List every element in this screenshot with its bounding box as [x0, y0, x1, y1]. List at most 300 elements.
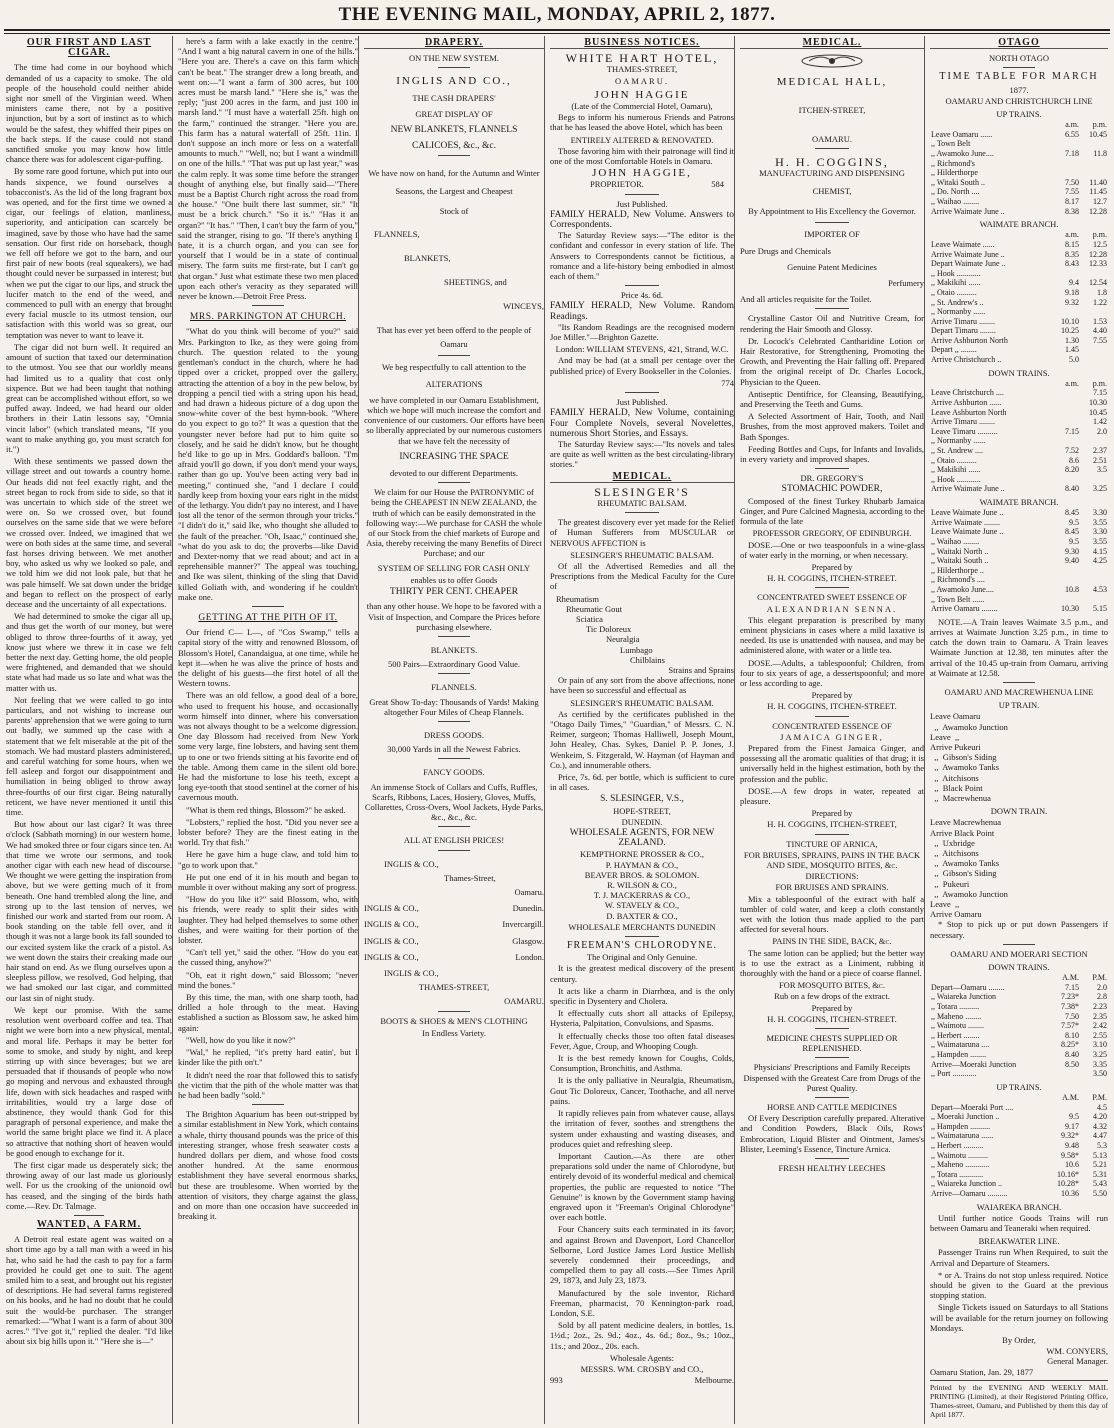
station-name: ,, Macrewhenua	[930, 792, 991, 803]
paragraph: The same lotion can be applied; but the better way is to use the extract as a Liniment, rubbing it thoroughly with the hand or a piece of coarse flannel.	[740, 947, 924, 979]
station-name: ,, Waiareka Junction ..	[931, 1179, 1002, 1189]
timetable-header-cell: A.M.	[1062, 973, 1079, 983]
departure-time: 4.47	[1093, 1131, 1107, 1141]
station-list	[930, 711, 1108, 803]
ad-line: Melbourne.	[694, 1375, 734, 1386]
timetable-row	[930, 250, 1108, 260]
paragraph: "Oh, eat it right down," said Blossom; "never mind the bones."	[178, 969, 358, 990]
departure-time: 7.57*	[1061, 1021, 1079, 1031]
departure-time: 2.37	[1093, 446, 1107, 456]
section-label: WAIMATE BRANCH.	[979, 219, 1059, 230]
station-name: ,, Gibson's Siding	[930, 868, 997, 879]
ad-line: SLESINGER'S RHEUMATIC BALSAM.	[570, 697, 714, 708]
station-name: ,, Waimotu ..........	[931, 1150, 988, 1160]
ad-line: FOR MOSQUITO BITES, &c.	[778, 980, 886, 991]
timetable-header	[930, 120, 1108, 130]
station-name: ,, Normanby ......	[931, 436, 986, 446]
departure-time	[1052, 307, 1080, 317]
ad-line: By Appointment to His Excellency the Governor.	[748, 206, 916, 217]
ad-line: Prepared by	[811, 690, 853, 701]
divider	[438, 850, 470, 851]
station-name: ,, Makikihi ......	[931, 465, 981, 475]
departure-time: 8.40	[1065, 484, 1079, 494]
ad-line: DIRECTIONS:	[805, 871, 859, 882]
departure-time: 2.35	[1093, 1011, 1107, 1021]
ad-line: WINCEYS,	[503, 301, 544, 312]
ailment: Strains and Sprains	[668, 664, 734, 675]
station-name: Leave ,,	[930, 731, 960, 742]
ad-number: 774	[721, 377, 734, 388]
ad-line: WHOLESALE AGENTS, FOR NEW ZEALAND.	[569, 828, 715, 849]
departure-time: 10.16*	[1057, 1169, 1079, 1179]
departure-time	[1052, 168, 1080, 178]
timetable-row	[930, 1050, 1108, 1060]
ad-line: FLANNELS,	[374, 228, 420, 239]
ad-line: H. H. COGGINS, ITCHEN-STREET.	[767, 1013, 897, 1024]
divider	[815, 1028, 848, 1029]
departure-time	[1080, 566, 1108, 576]
divider	[438, 758, 470, 759]
departure-time: 8.6	[1069, 455, 1079, 465]
paragraph: Crystalline Castor Oil and Nutritive Cream, for rendering the Hair Smooth and Glossy.	[740, 313, 924, 334]
departure-time	[1052, 417, 1080, 427]
paragraph: Dr. Locock's Celebrated Cantharidine Lotion or Hair Restorative, for Strengthening, Promoting the Growth, and Preventing the Hair falling off. Prepared from the original receipt of Dr. Charles Locock, Physician to the Queen.	[740, 335, 924, 387]
departure-time: 2.23	[1093, 1002, 1107, 1012]
paragraph: "How do you like it?" said Blossom, who, with his friends, were ready to split their sides with laughter. They had helped themselves to some other dishes, and were waiting for their portion of the lobster.	[178, 894, 358, 946]
timetable-row	[930, 178, 1108, 188]
paragraph: * or A. Trains do not stop unless required. Notice should be given to the Guard at the previous stopping station.	[930, 1269, 1108, 1301]
divider	[815, 1057, 848, 1058]
ad-title: MEDICAL HALL,	[776, 76, 888, 89]
departure-time: 3.25	[1093, 484, 1107, 494]
paragraph: "What do you think will become of you?" said Mrs. Parkington to Ike, as they were going from church. The question related to the young gentleman's conduct in the church, where he had tipped over a cricket, propped over the gallery, attracting the attention of a boy in the pew below, by dropping a pencil tied with a string upon his head, and had drawn a hideous picture of a dog upon the snow-white cover of the best hymn-book. "Where do you expect to go to?" It was a question that the youngster never before had put to him quite so closely, and he said he didn't know, but he thought he'd like to go up in Mrs. Goddard's balloon. "I'm afraid you'll go down, if you don't mend your ways, rather than go up. You've been acting very bad in meeting," continued she, "and I declare I could hardly keep from boxing your ears right in the midst of the lethargy. You didn't pay no interest, and I have lost all the tenor of the sermon through your tricks." "I didn't do it," said Ike, who thought she alluded to the fault of the preacher. "Oh, Isaac," continued she, "what do you ask to do; the proverbs—like David and Dexter-nomy that we read about; and act in a reprehensible manner?" The appeal was touching, and Ike was silent, thinking of the sling that David killed Goliath with, and wondering if he couldn't make one.	[178, 326, 358, 602]
departure-time: 7.23*	[1061, 992, 1079, 1002]
ad-line: INGLIS & CO.,	[384, 858, 439, 869]
departure-time: 2.42	[1093, 1021, 1107, 1031]
timetable-waimate	[930, 230, 1108, 259]
ad-line: OAMARU.	[615, 75, 669, 86]
timetable-row	[930, 288, 1108, 298]
section-heading: OTAGO	[930, 38, 1108, 49]
masthead-rule	[4, 29, 1110, 34]
ad-row	[364, 919, 544, 929]
ad-line: CALICOES, &c., &c.	[412, 141, 496, 152]
section-heading: MEDICAL.	[550, 472, 734, 483]
station-name: ,, Totara ..........	[931, 1002, 980, 1012]
ad-line: Pure Drugs and Chemicals	[740, 245, 831, 256]
ad-line: We claim for our House the PATRONYMIC of being the CHEAPEST IN NEW ZEALAND, the truth of which can be easily demonstrated in the following way:—We purchase for CASH the whole of our Stock from the chief markets of Europe and Asia, thereby receiving the many Benefits of Direct Purchase; and our	[366, 487, 542, 559]
divider	[815, 834, 848, 835]
departure-time	[1080, 269, 1108, 279]
departure-time: 4.15	[1093, 546, 1107, 556]
station-name: Arrive Timaru ........	[931, 417, 995, 427]
ad-title: FAMILY HERALD, New Volume, containing Four Complete Novels, several Novelettes, numerous Short Stories, and Essays.	[550, 408, 734, 439]
divider	[1003, 682, 1035, 683]
station-name: Arrive—Oamaru ..........	[931, 1188, 1008, 1198]
ad-line: Prepared by	[811, 1002, 853, 1013]
ad-line: THIRTY PER CENT. CHEAPER	[389, 587, 519, 598]
departure-time	[1052, 139, 1080, 149]
ad-line: TINCTURE OF ARNICA,	[786, 838, 878, 849]
departure-time: 10.6	[1065, 1160, 1079, 1170]
paragraph: It is the only palliative in Neuralgia, Rheumatism, Gout Tic Doloreux, Cancer, Toothache, and all nerve pains.	[550, 1075, 734, 1106]
station-name: ,, Hilderthorpe ..	[931, 565, 984, 575]
departure-time: 5.3	[1097, 1140, 1107, 1150]
timetable-row	[930, 575, 1108, 585]
station-name: Leave Timaru ..........	[931, 426, 998, 436]
ad-line: H. H. COGGINS, ITCHEN-STREET.	[767, 573, 897, 584]
ad-line: H. H. COGGINS, ITCHEN-STREET.	[767, 701, 897, 712]
paragraph: Not feeling that we were called to go into particulars, and not wishing to increase our parents' apprehension that we were going to turn out badly, we summed up the case with a statement that we felt miserable at the pit of the stomach. We had mustard plasters administered, and careful watching for some hours, when we fell asleep and forgot our disappointment and humiliation in being obliged to throw away three-fourths of our first cigar. Being naturally reticent, we have never mentioned it until this time.	[6, 694, 172, 818]
paragraph: Feeding Bottles and Cups, for Infants and Invalids, in every variety and improved shapes.	[740, 443, 924, 465]
timetable-row	[930, 197, 1108, 207]
departure-time: 2.8	[1097, 992, 1107, 1002]
timetable-header-cell: a.m.	[1065, 230, 1079, 240]
section-label: DOWN TRAIN.	[990, 806, 1048, 817]
ad-line: FLANNELS.	[431, 682, 477, 693]
paragraph: "Wal," he replied, "it's pretty hard eatin', but I kinder like the pith on't."	[178, 1047, 358, 1068]
timetable-row	[930, 298, 1108, 308]
station-name: ,, Hook ............	[931, 268, 981, 278]
ad-title: FREEMAN'S CHLORODYNE.	[566, 940, 718, 952]
column-4	[550, 36, 735, 1424]
timetable-row	[930, 465, 1108, 475]
agent: R. WILSON & CO.,	[607, 880, 677, 891]
timetable-header-cell	[930, 120, 1052, 130]
agent: T. J. MACKERRAS & CO.,	[593, 890, 691, 901]
departure-time	[1052, 566, 1080, 576]
timetable-row	[930, 1160, 1108, 1170]
ailment: Tic Doloreux	[586, 624, 632, 635]
departure-time: 11.8	[1093, 149, 1107, 158]
timetable-header-cell: p.m.	[1092, 230, 1107, 240]
paragraph: DOSE.—One or two teaspoonfuls in a wine-glass of water early in the morning, or when necessary.	[740, 539, 924, 560]
station-name: Leave Ashburton North	[931, 407, 1007, 417]
departure-time	[1080, 595, 1108, 605]
departure-time	[1052, 269, 1080, 279]
departure-time: 8.38	[1065, 206, 1079, 216]
timetable-row	[930, 355, 1108, 365]
departure-time: 7.18	[1065, 149, 1079, 158]
ad-line: INCREASING THE SPACE	[399, 451, 509, 462]
timetable-row	[930, 436, 1108, 446]
station-name: Leave Waimate June ..	[931, 527, 1004, 537]
departure-time: 9.32*	[1061, 1131, 1079, 1141]
ad-firm: INGLIS AND CO.,	[396, 75, 512, 88]
agent: BEAVER BROS. & SOLOMON.	[584, 869, 700, 880]
station-name: ,, Maheno ............	[931, 1160, 990, 1170]
paragraph: Mix a tablespoonful of the extract with half a tumbler of cold water, and keep a cloth constantly wet with the lotion thus made applied to the part affected for several hours.	[740, 893, 924, 935]
article-title: WANTED, A FARM.	[36, 1218, 142, 1230]
timetable-row	[930, 259, 1108, 269]
royal-arms-icon	[797, 53, 867, 69]
station-name: ,, Waitaki North ..	[931, 546, 989, 556]
station-name: ,, Richmond's	[931, 158, 975, 168]
departure-time: 8.50	[1065, 1059, 1079, 1069]
station-name: ,, Witaki South ..	[931, 177, 985, 187]
timetable-row	[930, 1151, 1108, 1161]
ad-line: INGLIS & CO.,	[364, 919, 419, 930]
paragraph: Of Every Description carefully prepared. Alterative and Condition Powders, Black Oils, Rows' Embrocation, Liquid Blister and Ointment, James's Blister, Leeming's Essence, Tincture Arnica.	[740, 1113, 924, 1154]
ad-line: MESSRS. WM. CROSBY and CO.,	[580, 1363, 704, 1374]
ad-line: JOHN HAGGIE	[594, 88, 690, 101]
station-name: ,, Town Belt ......	[931, 594, 985, 604]
ad-line: In Endless Variety.	[422, 1027, 486, 1038]
station-name: Arrive—Moeraki Junction	[931, 1059, 1017, 1069]
ad-line: (Late of the Commercial Hotel, Oamaru),	[571, 101, 713, 112]
departure-time: 8.35	[1065, 249, 1079, 259]
divider	[815, 468, 848, 469]
paragraph: As certified by the certificates published in the "Otago Daily Times," "Guardian," of Messrs. C. N. Reimer, surgeon; Thomas Halliwell, Joseph Mount, John Healey, Chas. Sykes, Daniel P. P. Jones, J. Wenkeim, S. Fitzgerald, W. Hayman (of Hayman and Co.), and innumerable others.	[550, 708, 734, 770]
paragraph: Four Chancery suits each terminated in its favor; and against Brown and Davenport, Lord Chancellor Selborne, Lord Justice James Lord Justice Mellish severely condemned their proceedings, and compelled them to pay all costs.—See Times April 29, 1873, and July 23, 1873.	[550, 1224, 734, 1286]
departure-time: 9.4	[1069, 278, 1079, 288]
ad-line: ENTIRELY ALTERED & RENOVATED.	[570, 134, 714, 145]
ad-line: Prepared by	[811, 808, 853, 819]
column-3	[364, 36, 545, 1424]
paragraph: It is the greatest medical discovery of the present century.	[550, 963, 734, 984]
departure-time: 9.48	[1065, 1140, 1079, 1150]
ad-line: SLESINGER'S RHEUMATIC BALSAM.	[570, 549, 714, 560]
departure-time	[1052, 159, 1080, 169]
paragraph: And may be had (at a small per centage over the published price) of Every Bookseller in the Colonies.	[550, 355, 734, 376]
ad-line: Great Show To-day: Thousands of Yards! Making altogether Four Miles of Cheap Flannels.	[369, 696, 539, 717]
divider	[438, 673, 470, 674]
timetable-moeraki-up	[930, 1093, 1108, 1199]
departure-time: 11.45	[1089, 187, 1107, 197]
ad-line: WM. CONYERS,	[1046, 1346, 1108, 1357]
station-name: ,, Waimotu ........	[931, 1021, 984, 1031]
article-title: GETTING AT THE PITH OF IT.	[198, 612, 338, 623]
divider	[815, 222, 848, 223]
timetable-row	[930, 398, 1108, 408]
ad-line: JAMAICA GINGER,	[780, 731, 884, 742]
departure-time: 7.15	[1093, 388, 1107, 398]
section-label: DOWN TRAINS.	[988, 962, 1050, 973]
departure-time: 1.42	[1093, 417, 1107, 427]
line-heading: OAMARU AND CHRISTCHURCH LINE	[945, 95, 1093, 106]
divider	[438, 1011, 470, 1012]
divider	[815, 1158, 848, 1159]
agent: P. HAYMAN & CO.,	[605, 859, 679, 870]
ad-line: THAMES-STREET,	[418, 982, 490, 993]
departure-time: 5.13	[1093, 1150, 1107, 1160]
timetable-row	[930, 518, 1108, 528]
ad-line: And all articles requisite for the Toilet.	[740, 294, 872, 305]
column-5	[740, 36, 925, 1424]
station-name: ,, Town Belt	[931, 139, 971, 149]
section-heading: DRAPERY.	[364, 38, 544, 49]
ad-line: London.	[515, 951, 544, 962]
station-name: ,, Awamoko June....	[931, 584, 994, 594]
station-name: Leave Macrewhenua	[930, 817, 1002, 828]
paragraph: DOSE.—A few drops in water, repeated at pleasure.	[740, 785, 924, 806]
ad-line: OAMARU.	[504, 996, 544, 1007]
divider	[74, 1215, 104, 1216]
timetable-header	[930, 1093, 1108, 1103]
departure-time: 7.55	[1093, 335, 1107, 345]
ailment: Lumbago	[620, 644, 653, 655]
section-label: DOWN TRAINS.	[988, 367, 1050, 378]
departure-time: 1.8	[1097, 287, 1107, 297]
timetable-header-cell: p.m.	[1092, 120, 1107, 130]
station-name: Arrive Black Point	[930, 827, 995, 838]
departure-time: 8.45	[1065, 527, 1079, 537]
ad-line: INGLIS & CO.,	[384, 967, 439, 978]
section-label: UP TRAIN.	[998, 700, 1040, 711]
timetable-row	[930, 187, 1108, 197]
departure-time: 8.20	[1065, 465, 1079, 475]
section-label: BREAKWATER LINE.	[978, 1236, 1060, 1247]
departure-time: 3.50	[1093, 1069, 1107, 1079]
timetable-row	[930, 446, 1108, 456]
paragraph: A Selected Assortment of Hair, Tooth, and Nail Brushes, from the most approved makers. Toilet and Bath Sponges.	[740, 411, 924, 442]
departure-time: 7.50	[1065, 177, 1079, 187]
timetable-row	[930, 537, 1108, 547]
station-name: Depart ,, ........	[931, 345, 977, 355]
departure-time: 10.45	[1089, 129, 1107, 139]
timetable-row	[930, 1122, 1108, 1132]
paragraph: here's a farm with a lake exactly in the centre." "And I want a big natural cavern in one of the hills." "Here you are. There's a cave on this farm which can't be beat." The stranger drew a long breath, and went on:—"I want a farm of 300 acres, but 100 acres must be marsh land." "Here she is," was the reply; "just 200 acres in the farm, and just 100 in marsh land." "I must have a waterfall 25ft. high on the farm," continued the stranger. "Here you are. This farm has a natural waterfall of 25ft. 11in. I don't suppose an inch more or less on a waterfall amounts to much." "Well, no; but I want a windmill on one of the hills." "That was put up last year," was the calm reply. It was some time before the stranger thought of anything else, but finally said—"There must be a Baptist Church right across the road from the house." "One built there last summer, sir." "It must be a brick church." "So it is." "Has it an organ?" "It has." "Then, I can't buy the farm of you," said the stranger, rising to go. "If there's anything I hate, it is a church organ, and you can see for yourself that I would be in a state of continual misery. The farm suits me first-rate, but I can't go that organ." Just what estimate these two men placed upon each other's veracity as they separated will never be known.—Detroit Free Press.	[178, 36, 358, 302]
ad-title: WHITE HART HOTEL,	[565, 51, 719, 66]
departure-time	[1080, 159, 1108, 169]
divider	[252, 1104, 284, 1105]
timetable-header-cell	[930, 1093, 1052, 1103]
station-name: ,, Awamoko Junction	[930, 888, 1008, 899]
paragraph: This elegant preparation is prescribed by many eminent physicians in cases where a mild laxative is needed. Its use is unattended with nausea, and may be administered alone, with water or a little tea.	[740, 614, 924, 656]
ad-line: INGLIS & CO.,	[364, 903, 419, 914]
ad-line: HOPE-STREET,	[613, 805, 671, 816]
departure-time	[1052, 475, 1080, 485]
paragraph: "Well, how do you like it now?"	[186, 1034, 296, 1045]
departure-time: 5.15	[1093, 604, 1107, 614]
departure-time: 3.5	[1097, 465, 1107, 475]
timetable-header-cell: a.m.	[1065, 378, 1079, 388]
ad-line: FANCY GOODS.	[423, 767, 485, 778]
timetable-row	[930, 130, 1108, 140]
divider	[625, 512, 658, 513]
timetable-row	[930, 1170, 1108, 1180]
timetable-up-continued	[930, 259, 1108, 365]
ad-line: WHOLESALE MERCHANTS DUNEDIN	[568, 921, 716, 932]
divider	[438, 721, 470, 722]
ad-line: Price 4s. 6d.	[620, 290, 664, 301]
timetable-row	[930, 508, 1108, 518]
ad-line: Dunedin.	[512, 903, 544, 914]
ad-line: NEW BLANKETS, FLANNELS	[390, 125, 518, 136]
station-name: ,, Hilderthorpe	[931, 168, 978, 178]
timetable-year: 1877.	[1009, 84, 1029, 95]
agent: KEMPTHORNE PROSSER & CO.,	[580, 849, 704, 860]
timetable-row	[930, 585, 1108, 595]
station-name: Arrive Waimate June ..	[931, 484, 1005, 494]
paragraph: Manufactured by the sole inventor, Richard Freeman, pharmacist, 70 Kennington-park road, London, S.E.	[550, 1287, 734, 1318]
section-label: WAIAREKA BRANCH.	[976, 1201, 1062, 1212]
divider	[252, 305, 284, 306]
departure-time: 5.31	[1093, 1169, 1107, 1179]
paragraph: "What is them red things, Blossom?" he asked.	[186, 804, 346, 815]
ad-line: FRESH HEALTHY LEECHES	[778, 1163, 886, 1174]
departure-time: 9.30	[1065, 546, 1079, 556]
paragraph: A Detroit real estate agent was waited on a short time ago by a tall man with a weed in his hat, who said he had the cash to pay for a farm provided he could get one to suit. The agent smiled him to a seat, and brought out his register of descriptions. He had several farms registered on his books, and he had no doubt that he could suit the would-be purchaser. The stranger remarked:—"What I want is a farm of about 300 acres." "I've got it," replied the dealer. "I'd like about six big hills upon it." "Here she is—"	[6, 1234, 172, 1347]
ad-line: devoted to our different Departments.	[389, 468, 518, 479]
paragraph: Composed of the finest Turkey Rhubarb Jamaica Ginger, and Pure Calcined Magnesia, according to the formula of the late	[740, 495, 925, 527]
ad-line: CONCENTRATED ESSENCE OF	[772, 720, 892, 731]
timetable-up	[930, 120, 1108, 216]
station-name: Arrive Timaru ........	[931, 316, 995, 326]
departure-time: 7.50	[1065, 1011, 1079, 1021]
station-name: ,, Waiareka Junction	[931, 992, 996, 1002]
masthead: THE EVENING MAIL, MONDAY, APRIL 2, 1877.	[338, 4, 776, 25]
ad-row	[550, 1375, 734, 1385]
station-name: ,, St. Andrew ....	[931, 446, 983, 456]
station-name: ,, Herbert ..........	[931, 1140, 984, 1150]
ad-line: MANUFACTURING AND DISPENSING	[759, 168, 905, 179]
paragraph: The time had come in our boyhood which demanded of us a capacity to smoke. The old people of the household could neither abide sight nor smell of the Virginian weed. When ministers came there, not by a positive injunction, but by a sort of instinct as to which would be the safest, they whiffed their pipes on the back steps. If the cause could not stand sanctified smoke you may know how little chance there was for adolescent cigar-puffing.	[6, 62, 172, 165]
divider	[815, 308, 848, 309]
section-label: WAIMATE BRANCH.	[979, 497, 1059, 507]
timetable-row	[930, 417, 1108, 427]
station-name: Arrive Waimate June ..	[931, 249, 1005, 259]
ad-line: ITCHEN-STREET,	[798, 105, 866, 116]
ad-row	[550, 179, 734, 189]
timetable-row	[930, 556, 1108, 566]
ad-line: INGLIS & CO.,	[364, 951, 419, 962]
paragraph: Important Caution.—As there are other preparations sold under the name of Chlorodyne, but entirely devoid of its wonderful medical and chemical properties, the public are requested to notice "The Genuine" is known by the Government stamp having engraved upon it "Freeman's Original Chlorodyne" over each bottle.	[550, 1150, 734, 1223]
ad-line: BLANKETS.	[430, 644, 478, 655]
departure-time: 8.40	[1065, 1049, 1079, 1059]
timetable-row	[930, 1002, 1108, 1012]
divider	[815, 1097, 848, 1098]
departure-time	[1080, 168, 1108, 178]
departure-time: 9.17	[1065, 1121, 1079, 1131]
section-label: UP TRAINS.	[996, 1081, 1042, 1092]
departure-time: 4.20	[1093, 1112, 1107, 1122]
departure-time: 9.40	[1065, 556, 1079, 566]
station-name: ,, Hampden ........	[931, 1049, 987, 1059]
station-name: ,, Hook ............	[931, 474, 981, 484]
departure-time: 8.25*	[1061, 1040, 1079, 1050]
ad-line: enables us to offer Goods	[410, 574, 498, 585]
timetable-waimate-2	[930, 508, 1108, 527]
paragraph: We kept our promise. With the same resolution went overboard coffee and tea. That night we were born into a new physical, mental, and moral life. Perhaps it may be better for some to smoke, and study by night, and keep stirring up with since beverages; but we are persuaded that if thousands of people who now go moping and nervous and exhausted through life, down with sick headaches and rasped with irritabilities, would try a large dose of abstinence, they would thank God for this paragraph of personal experience, and make the world the same bright place we find it. A place so attractive that nothing short of heaven would be good enough to exchange for it.	[6, 1004, 172, 1158]
timetable-row	[930, 1131, 1108, 1141]
paragraph: Single Tickets issued on Saturdays to all Stations will be available for the return journey on following Mondays.	[930, 1302, 1108, 1333]
ad-line: The Original and Only Genuine.	[586, 952, 698, 963]
ad-title: FAMILY HERALD, New Volume. Random Readings.	[550, 301, 734, 322]
ad-line: Perfumery	[888, 278, 924, 289]
departure-time: 10.10	[1061, 316, 1079, 326]
departure-time: 7.52	[1065, 446, 1079, 456]
paragraph: Our friend C— L—, of "Cos Swamp," tells a capital story of the witty and renowned Blossom, of Blossom's Hotel, Canandaigua, at one time, while he kept it—when he was alive the prince of hosts and the delight of his guests—the first hotel of all the Western towns.	[178, 627, 358, 689]
station-name: ,, Uxbridge	[930, 837, 975, 848]
station-name: ,, Otaio ..........	[931, 455, 977, 465]
ad-line: DUNEDIN.	[621, 816, 663, 827]
departure-time	[1052, 1069, 1080, 1079]
ad-title: H. H. COGGINS,	[775, 154, 889, 169]
ad-line: Oamaru.	[514, 886, 544, 897]
departure-time	[1052, 1103, 1080, 1113]
ad-number: 584	[711, 179, 724, 190]
departure-time: 12.28	[1089, 249, 1107, 259]
timetable-row	[930, 1103, 1108, 1113]
timetable-header	[930, 230, 1108, 240]
departure-time: 3.25	[1093, 1049, 1107, 1059]
timetable-row	[930, 1179, 1108, 1189]
paragraph: Those favoring him with their patronage will find it one of the most Comfortable Hotels in Oamaru.	[550, 145, 734, 167]
divider	[438, 482, 470, 483]
ad-line: CONCENTRATED SWEET ESSENCE OF	[757, 592, 907, 603]
ad-line: 500 Pairs—Extraordinary Good Value.	[387, 659, 521, 670]
